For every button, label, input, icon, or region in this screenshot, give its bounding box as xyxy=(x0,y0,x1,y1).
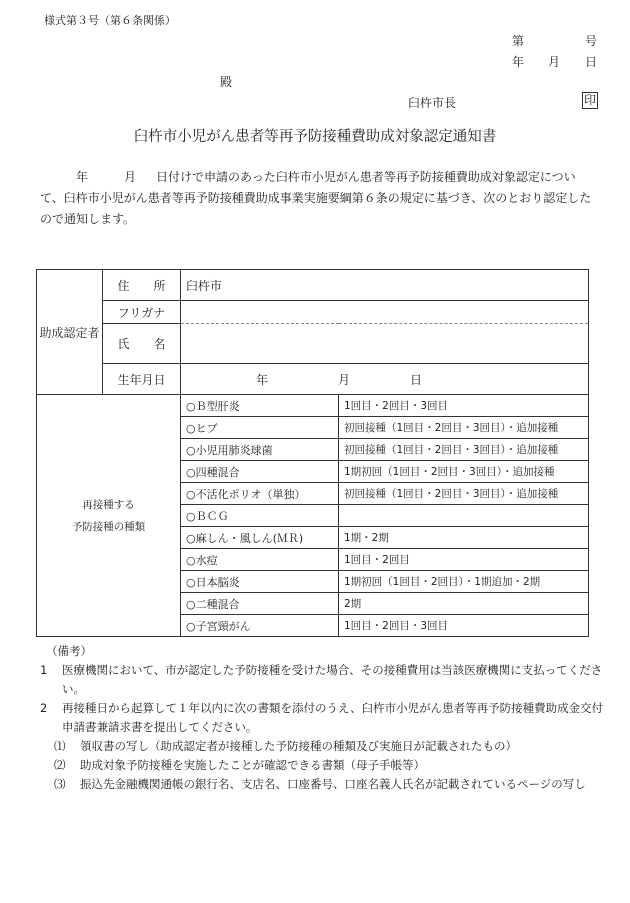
note-sub-item xyxy=(40,775,606,794)
vaccine-name: ○不活化ポリオ（単独） xyxy=(181,483,339,505)
note-item xyxy=(40,661,606,699)
vaccine-name: ○麻しん・風しん(ＭＲ) xyxy=(181,527,339,549)
body-month: 月 xyxy=(124,170,137,184)
applicant-section-label: 助成認定者 xyxy=(37,270,103,395)
doc-number-suffix: 号 xyxy=(585,34,598,48)
sub-item-text: 助成対象予防接種を実施したことが確認できる書類（母子手帳等） xyxy=(80,758,425,772)
note-number: 2 xyxy=(40,701,48,715)
vaccine-name: ○ＢＣＧ xyxy=(181,505,339,527)
sub-item-text: 振込先金融機関通帳の銀行名、支店名、口座番号、口座名義人氏名が記載されているページの写し xyxy=(80,777,586,791)
sub-item-text: 領収書の写し（助成認定者が接種した予防接種の種類及び実施日が記載されたもの） xyxy=(80,739,517,753)
vaccine-doses: 2期 xyxy=(339,593,589,615)
vaccine-doses: 1期初回（1回目・2回目・3回目）・追加接種 xyxy=(339,461,589,483)
date-month: 月 xyxy=(548,55,561,69)
sub-item-number: ⑴ xyxy=(54,739,66,753)
name-value xyxy=(181,324,589,364)
vaccine-doses: 1回目・2回目・3回目 xyxy=(339,395,589,417)
birth-label: 生年月日 xyxy=(103,364,181,395)
birth-year: 年 xyxy=(256,372,269,387)
body-year: 年 xyxy=(76,170,89,184)
note-number: 1 xyxy=(40,663,48,677)
issuer: 臼杵市長 xyxy=(408,96,457,110)
vaccine-section-label xyxy=(37,395,181,637)
vaccine-name: ○水痘 xyxy=(181,549,339,571)
vaccine-section-label-1: 再接種する xyxy=(82,498,135,511)
vaccine-name: ○子宮頸がん xyxy=(181,615,339,637)
sub-item-number: ⑶ xyxy=(54,777,66,791)
vaccine-doses xyxy=(339,505,589,527)
doc-number-prefix: 第 xyxy=(512,34,525,48)
body-paragraph xyxy=(40,167,596,230)
vaccine-name: ○四種混合 xyxy=(181,461,339,483)
vaccine-name: ○Ｂ型肝炎 xyxy=(181,395,339,417)
vaccine-name: ○日本脳炎 xyxy=(181,571,339,593)
date-year: 年 xyxy=(512,55,525,69)
furigana-label: フリガナ xyxy=(103,301,181,324)
vaccine-name: ○ヒブ xyxy=(181,417,339,439)
vaccine-doses: 初回接種（1回目・2回目・3回目）・追加接種 xyxy=(339,417,589,439)
vaccine-name: ○二種混合 xyxy=(181,593,339,615)
furigana-value xyxy=(181,301,589,324)
vaccine-doses: 1期・2期 xyxy=(339,527,589,549)
body-text: 日付けで申請のあった臼杵市小児がん患者等再予防接種費助成対象認定について、臼杵市小児がん患者等再予防接種費助成事業実施要綱第６条の規定に基づき、次のとおり認定したので通知します。 xyxy=(40,170,592,226)
note-sub-item xyxy=(40,737,606,756)
address-label: 住 所 xyxy=(103,270,181,301)
date-day: 日 xyxy=(585,55,598,69)
vaccine-doses: 1回目・2回目・3回目 xyxy=(339,615,589,637)
note-sub-item xyxy=(40,756,606,775)
certification-table xyxy=(36,269,589,637)
vaccine-doses: 1回目・2回目 xyxy=(339,549,589,571)
vaccine-doses: 初回接種（1回目・2回目・3回目）・追加接種 xyxy=(339,439,589,461)
name-label: 氏 名 xyxy=(103,324,181,364)
address-value: 臼杵市 xyxy=(181,270,589,301)
birth-month: 月 xyxy=(338,372,351,387)
vaccine-section-label-2: 予防接種の種類 xyxy=(71,520,146,533)
note-item xyxy=(40,699,606,737)
seal-box: 印 xyxy=(584,93,597,107)
notes-heading: （備考） xyxy=(46,644,92,658)
document-title: 臼杵市小児がん患者等再予防接種費助成対象認定通知書 xyxy=(133,129,497,145)
birth-day: 日 xyxy=(410,372,423,387)
form-number: 様式第３号（第６条関係） xyxy=(44,14,176,27)
vaccine-doses: 初回接種（1回目・2回目・3回目）・追加接種 xyxy=(339,483,589,505)
notes-section xyxy=(40,642,606,794)
note-text: 医療機関において、市が認定した予防接種を受けた場合、その接種費用は当該医療機関に支払ってください。 xyxy=(62,663,603,696)
note-text: 再接種日から起算して１年以内に次の書類を添付のうえ、臼杵市小児がん患者等再予防接種費助成金交付申請書兼請求書を提出してください。 xyxy=(62,701,604,734)
addressee-suffix: 殿 xyxy=(220,75,233,89)
vaccine-name: ○小児用肺炎球菌 xyxy=(181,439,339,461)
vaccine-doses: 1期初回（1回目・2回目）・1期追加・2期 xyxy=(339,571,589,593)
birth-value xyxy=(181,364,589,395)
sub-item-number: ⑵ xyxy=(54,758,66,772)
